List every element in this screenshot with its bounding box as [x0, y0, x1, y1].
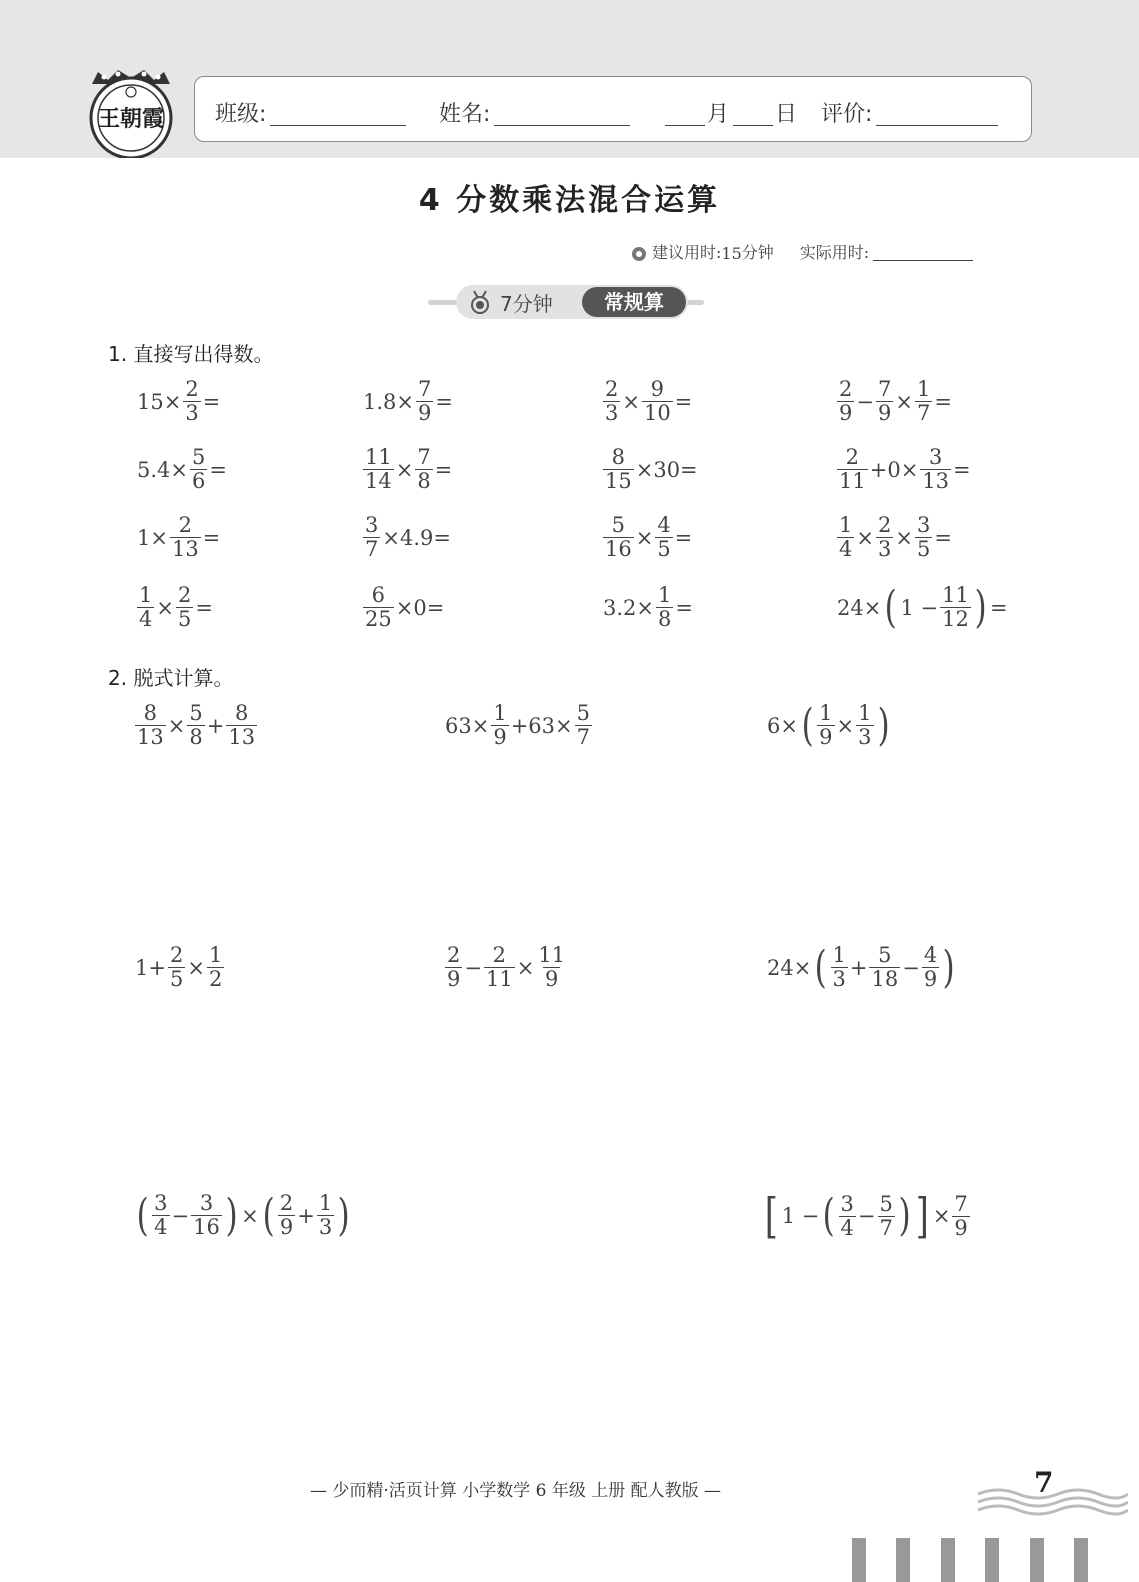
fraction: [876, 378, 893, 425]
expression-text: =: [195, 595, 213, 620]
denominator: 9: [418, 401, 432, 425]
expression-text: ×: [395, 457, 414, 482]
denominator: 3: [318, 1215, 333, 1239]
numerator: 2: [845, 445, 860, 469]
oral-problem: [362, 514, 452, 561]
timing-row: [630, 240, 975, 263]
denominator: 8: [658, 607, 672, 631]
numerator: 4: [923, 943, 938, 967]
fraction: [415, 446, 432, 493]
parenthesis: ): [974, 581, 987, 633]
badge-time: 7分钟: [500, 292, 553, 316]
denominator: 13: [922, 469, 950, 493]
denominator: 5: [169, 967, 184, 991]
denominator: 4: [840, 1215, 854, 1240]
denominator: 4: [154, 1215, 168, 1239]
denominator: 9: [923, 967, 938, 991]
numerator: 1: [318, 1191, 333, 1215]
numerator: 7: [418, 377, 432, 401]
expression-text: 3.2×: [603, 595, 654, 620]
expression-text: ×: [836, 713, 855, 738]
bracket: ]: [915, 1188, 930, 1244]
expression-text: ×: [635, 525, 654, 550]
numerator: 1: [658, 583, 672, 607]
step-calc-problem: [766, 699, 892, 751]
step-calc-problem: [134, 1189, 352, 1241]
expression-text: 1 −: [781, 1204, 820, 1228]
expression-text: +: [297, 1203, 315, 1228]
numerator: 8: [235, 701, 249, 725]
fraction: [915, 514, 932, 561]
expression-text: ×: [622, 389, 640, 414]
step-calc-problem: [134, 944, 225, 991]
fraction: [876, 514, 893, 561]
parenthesis: ): [898, 1190, 911, 1241]
denominator: 3: [185, 401, 199, 425]
denominator: 9: [839, 401, 853, 425]
numerator: 7: [954, 1191, 968, 1216]
denominator: 3: [877, 537, 892, 561]
numerator: 1: [916, 377, 931, 401]
oral-problem: [836, 514, 953, 561]
parenthesis: (: [814, 941, 827, 993]
section-1-heading: 1. 直接写出得数。: [108, 342, 274, 366]
numerator: 3: [916, 513, 931, 537]
brand-logo: [84, 70, 178, 158]
fraction: [363, 446, 394, 493]
expression-text: ×: [932, 1204, 951, 1228]
rating-label: 评价:: [821, 102, 873, 127]
fraction: [363, 584, 394, 631]
numerator: 11: [365, 445, 392, 469]
expression-text: 63×: [445, 713, 490, 738]
denominator: 2: [208, 967, 223, 991]
fraction: [817, 702, 834, 749]
numerator: 3: [199, 1191, 214, 1215]
fraction: [191, 1192, 222, 1239]
expression-text: ×4.9=: [382, 525, 451, 550]
numerator: 9: [650, 377, 665, 401]
fraction: [278, 1192, 295, 1239]
expression-text: ×0=: [395, 595, 445, 620]
fraction: [176, 584, 193, 631]
expression-text: +0×: [869, 457, 919, 482]
class-label: 班级:: [215, 102, 267, 127]
denominator: 9: [545, 967, 559, 991]
numerator: 1: [832, 943, 846, 967]
suggest-unit: 分钟: [741, 243, 774, 262]
fraction: [187, 702, 204, 749]
expression-text: ×: [516, 955, 535, 980]
expression-text: +63×: [510, 713, 573, 738]
brand-logo-text: 王朝霞: [97, 106, 165, 132]
denominator: 7: [576, 725, 590, 749]
day-label: 日: [775, 102, 798, 127]
rating-blank[interactable]: [876, 105, 998, 126]
expression-text: =: [202, 389, 221, 414]
numerator: 5: [878, 943, 892, 967]
step-calc-problem: [134, 702, 258, 749]
numerator: 4: [657, 513, 671, 537]
fraction: [642, 378, 673, 425]
expression-text: 24×: [837, 595, 882, 620]
expression-text: −: [902, 955, 920, 980]
fraction: [363, 514, 380, 561]
oral-problem: [362, 378, 454, 425]
numerator: 2: [177, 583, 192, 607]
fraction: [837, 446, 868, 493]
expression-text: 1.8×: [363, 389, 414, 414]
numerator: 3: [928, 445, 943, 469]
expression-text: =: [435, 389, 453, 414]
expression-text: +: [206, 713, 225, 738]
denominator: 25: [365, 607, 392, 631]
badge-line-left: [428, 300, 458, 305]
numerator: 5: [611, 513, 626, 537]
actual-label: 实际用时:: [799, 243, 870, 262]
denominator: 14: [365, 469, 392, 493]
fraction: [152, 1192, 169, 1239]
parenthesis: (: [884, 581, 897, 633]
fraction: [484, 944, 515, 991]
fraction: [837, 514, 854, 561]
numerator: 2: [185, 377, 199, 401]
numerator: 2: [492, 943, 507, 967]
denominator: 13: [228, 725, 256, 749]
badge-tag: 常规算: [582, 287, 686, 317]
month-blank[interactable]: [665, 105, 705, 126]
parenthesis: ): [337, 1189, 350, 1241]
numerator: 3: [840, 1191, 854, 1216]
denominator: 12: [942, 607, 969, 631]
expression-text: =: [674, 389, 693, 414]
fraction: [603, 514, 634, 561]
numerator: 1: [819, 701, 833, 725]
denominator: 4: [139, 607, 153, 631]
numerator: 1: [139, 583, 153, 607]
fraction: [575, 702, 592, 749]
numerator: 2: [169, 943, 184, 967]
denominator: 8: [189, 725, 203, 749]
denominator: 3: [832, 967, 846, 991]
fraction: [170, 514, 201, 561]
numerator: 7: [877, 377, 892, 401]
denominator: 7: [879, 1215, 893, 1240]
expression-text: =: [934, 389, 952, 414]
numerator: 5: [879, 1191, 893, 1216]
step-calc-problem: [766, 941, 957, 993]
time-badge: [456, 285, 688, 319]
expression-text: 15×: [137, 389, 182, 414]
fraction: [536, 944, 567, 991]
edge-bars-decoration: [0, 1530, 1139, 1582]
denominator: 7: [365, 537, 379, 561]
parenthesis: ): [942, 941, 955, 993]
numerator: 2: [877, 513, 892, 537]
numerator: 3: [154, 1191, 168, 1215]
fraction: [655, 514, 672, 561]
expression-text: −: [464, 955, 482, 980]
oral-problem: [362, 446, 453, 493]
expression-text: +: [849, 955, 868, 980]
denominator: 9: [493, 725, 507, 749]
fraction: [952, 1193, 969, 1240]
numerator: 2: [447, 943, 461, 967]
oral-problem: [136, 446, 228, 493]
numerator: 1: [208, 943, 223, 967]
denominator: 9: [447, 967, 461, 991]
fraction: [656, 584, 673, 631]
suggest-label: 建议用时:: [652, 243, 722, 262]
oral-problem: [362, 584, 445, 631]
denominator: 11: [839, 469, 866, 493]
parenthesis: (: [262, 1189, 275, 1241]
oral-problem: [136, 514, 221, 561]
expression-text: =: [202, 525, 221, 550]
fraction: [317, 1192, 334, 1239]
fraction: [922, 944, 939, 991]
class-blank[interactable]: [270, 105, 406, 126]
fraction: [915, 378, 932, 425]
expression-text: 5.4×: [137, 457, 188, 482]
fraction: [920, 446, 951, 493]
fraction: [135, 702, 166, 749]
denominator: 5: [177, 607, 192, 631]
numerator: 3: [365, 513, 379, 537]
suggest-value: 15: [721, 244, 742, 263]
page-number: 7: [1034, 1466, 1054, 1499]
fraction: [869, 944, 900, 991]
oral-problem: [602, 584, 694, 631]
oral-problem: [602, 446, 699, 493]
expression-text: =: [675, 595, 693, 620]
fraction: [491, 702, 508, 749]
expression-text: =: [934, 525, 952, 550]
denominator: 9: [819, 725, 833, 749]
section-2-heading: 2. 脱式计算。: [108, 666, 234, 690]
fraction: [445, 944, 462, 991]
fraction: [226, 702, 257, 749]
expression-text: =: [674, 525, 693, 550]
parenthesis: (: [136, 1189, 149, 1241]
expression-text: ×: [856, 525, 874, 550]
fraction: [183, 378, 200, 425]
expression-text: ×: [156, 595, 174, 620]
actual-time-blank[interactable]: [873, 246, 973, 261]
denominator: 10: [643, 401, 671, 425]
expression-text: ×30=: [635, 457, 698, 482]
fraction: [831, 944, 848, 991]
denominator: 7: [916, 401, 931, 425]
step-calc-problem: [444, 702, 593, 749]
denominator: 9: [954, 1215, 968, 1240]
oral-problem: [602, 514, 693, 561]
parenthesis: ): [877, 699, 890, 751]
numerator: 1: [493, 701, 507, 725]
fraction: [207, 944, 224, 991]
badge-line-right: [686, 300, 704, 305]
numerator: 2: [605, 377, 619, 401]
name-field: [439, 97, 632, 128]
numerator: 5: [576, 701, 590, 725]
expression-text: =: [434, 457, 453, 482]
numerator: 7: [417, 445, 431, 469]
parenthesis: (: [822, 1190, 835, 1241]
numerator: 2: [178, 513, 193, 537]
oral-problem: [136, 378, 221, 425]
denominator: 3: [605, 401, 619, 425]
month-label: 月: [707, 102, 730, 127]
denominator: 5: [916, 537, 931, 561]
numerator: 11: [538, 943, 566, 967]
numerator: 1: [858, 701, 872, 725]
numerator: 5: [192, 445, 206, 469]
expression-text: 24×: [767, 955, 812, 980]
name-label: 姓名:: [439, 102, 491, 127]
fraction: [416, 378, 433, 425]
name-blank[interactable]: [494, 105, 630, 126]
fraction: [603, 378, 620, 425]
fraction: [839, 1193, 856, 1240]
bracket: [: [764, 1188, 778, 1244]
expression-text: 6×: [767, 713, 798, 738]
expression-text: 1+: [135, 955, 166, 980]
expression-text: −: [856, 389, 874, 414]
numerator: 8: [143, 701, 158, 725]
denominator: 5: [657, 537, 671, 561]
fraction: [837, 378, 854, 425]
oral-problem: [602, 378, 693, 425]
denominator: 15: [605, 469, 632, 493]
expression-text: ×: [241, 1203, 259, 1228]
expression-text: ×: [167, 713, 186, 738]
clock-flower-icon: [630, 245, 648, 263]
date-field: [661, 97, 797, 128]
denominator: 16: [193, 1215, 220, 1239]
fraction: [603, 446, 634, 493]
denominator: 9: [877, 401, 892, 425]
denominator: 9: [279, 1215, 294, 1239]
expression-text: =: [209, 457, 227, 482]
numerator: 2: [279, 1191, 294, 1215]
oral-problem: [836, 378, 953, 425]
fraction: [137, 584, 154, 631]
fraction: [878, 1193, 895, 1240]
expression-text: ×: [895, 389, 913, 414]
numerator: 5: [189, 701, 203, 725]
denominator: 8: [417, 469, 431, 493]
denominator: 11: [485, 967, 513, 991]
numerator: 2: [839, 377, 853, 401]
numerator: 1: [839, 513, 853, 537]
denominator: 3: [858, 725, 872, 749]
expression-text: −: [171, 1203, 190, 1228]
denominator: 13: [137, 725, 164, 749]
step-calc-problem: [444, 944, 568, 991]
denominator: 16: [605, 537, 632, 561]
expression-text: 1 −: [900, 595, 939, 620]
numerator: 11: [942, 583, 969, 607]
rating-field: [821, 97, 1000, 128]
denominator: 18: [871, 967, 899, 991]
fraction: [940, 584, 971, 631]
denominator: 13: [171, 537, 199, 561]
fraction: [190, 446, 207, 493]
numerator: 6: [371, 583, 386, 607]
denominator: 4: [839, 537, 853, 561]
expression-text: 1×: [137, 525, 168, 550]
expression-text: ×: [187, 955, 205, 980]
step-calc-problem: [762, 1188, 971, 1244]
footer-text: — 少而精·活页计算 小学数学 6 年级 上册 配人教版 —: [310, 1481, 722, 1501]
medal-icon: [468, 289, 492, 315]
class-field: [215, 97, 408, 128]
oral-problem: [836, 446, 972, 493]
expression-text: =: [953, 457, 971, 482]
fraction: [856, 702, 873, 749]
day-blank[interactable]: [733, 105, 773, 126]
oral-problem: [136, 584, 214, 631]
expression-text: −: [857, 1204, 876, 1228]
oral-problem: [836, 581, 1009, 633]
page-title: 4 分数乘法混合运算: [418, 183, 721, 218]
numerator: 8: [611, 445, 626, 469]
parenthesis: (: [801, 699, 814, 751]
expression-text: ×: [895, 525, 913, 550]
parenthesis: ): [225, 1189, 238, 1241]
fraction: [168, 944, 185, 991]
expression-text: =: [990, 595, 1008, 620]
denominator: 6: [192, 469, 206, 493]
student-info-box: [194, 76, 1032, 142]
